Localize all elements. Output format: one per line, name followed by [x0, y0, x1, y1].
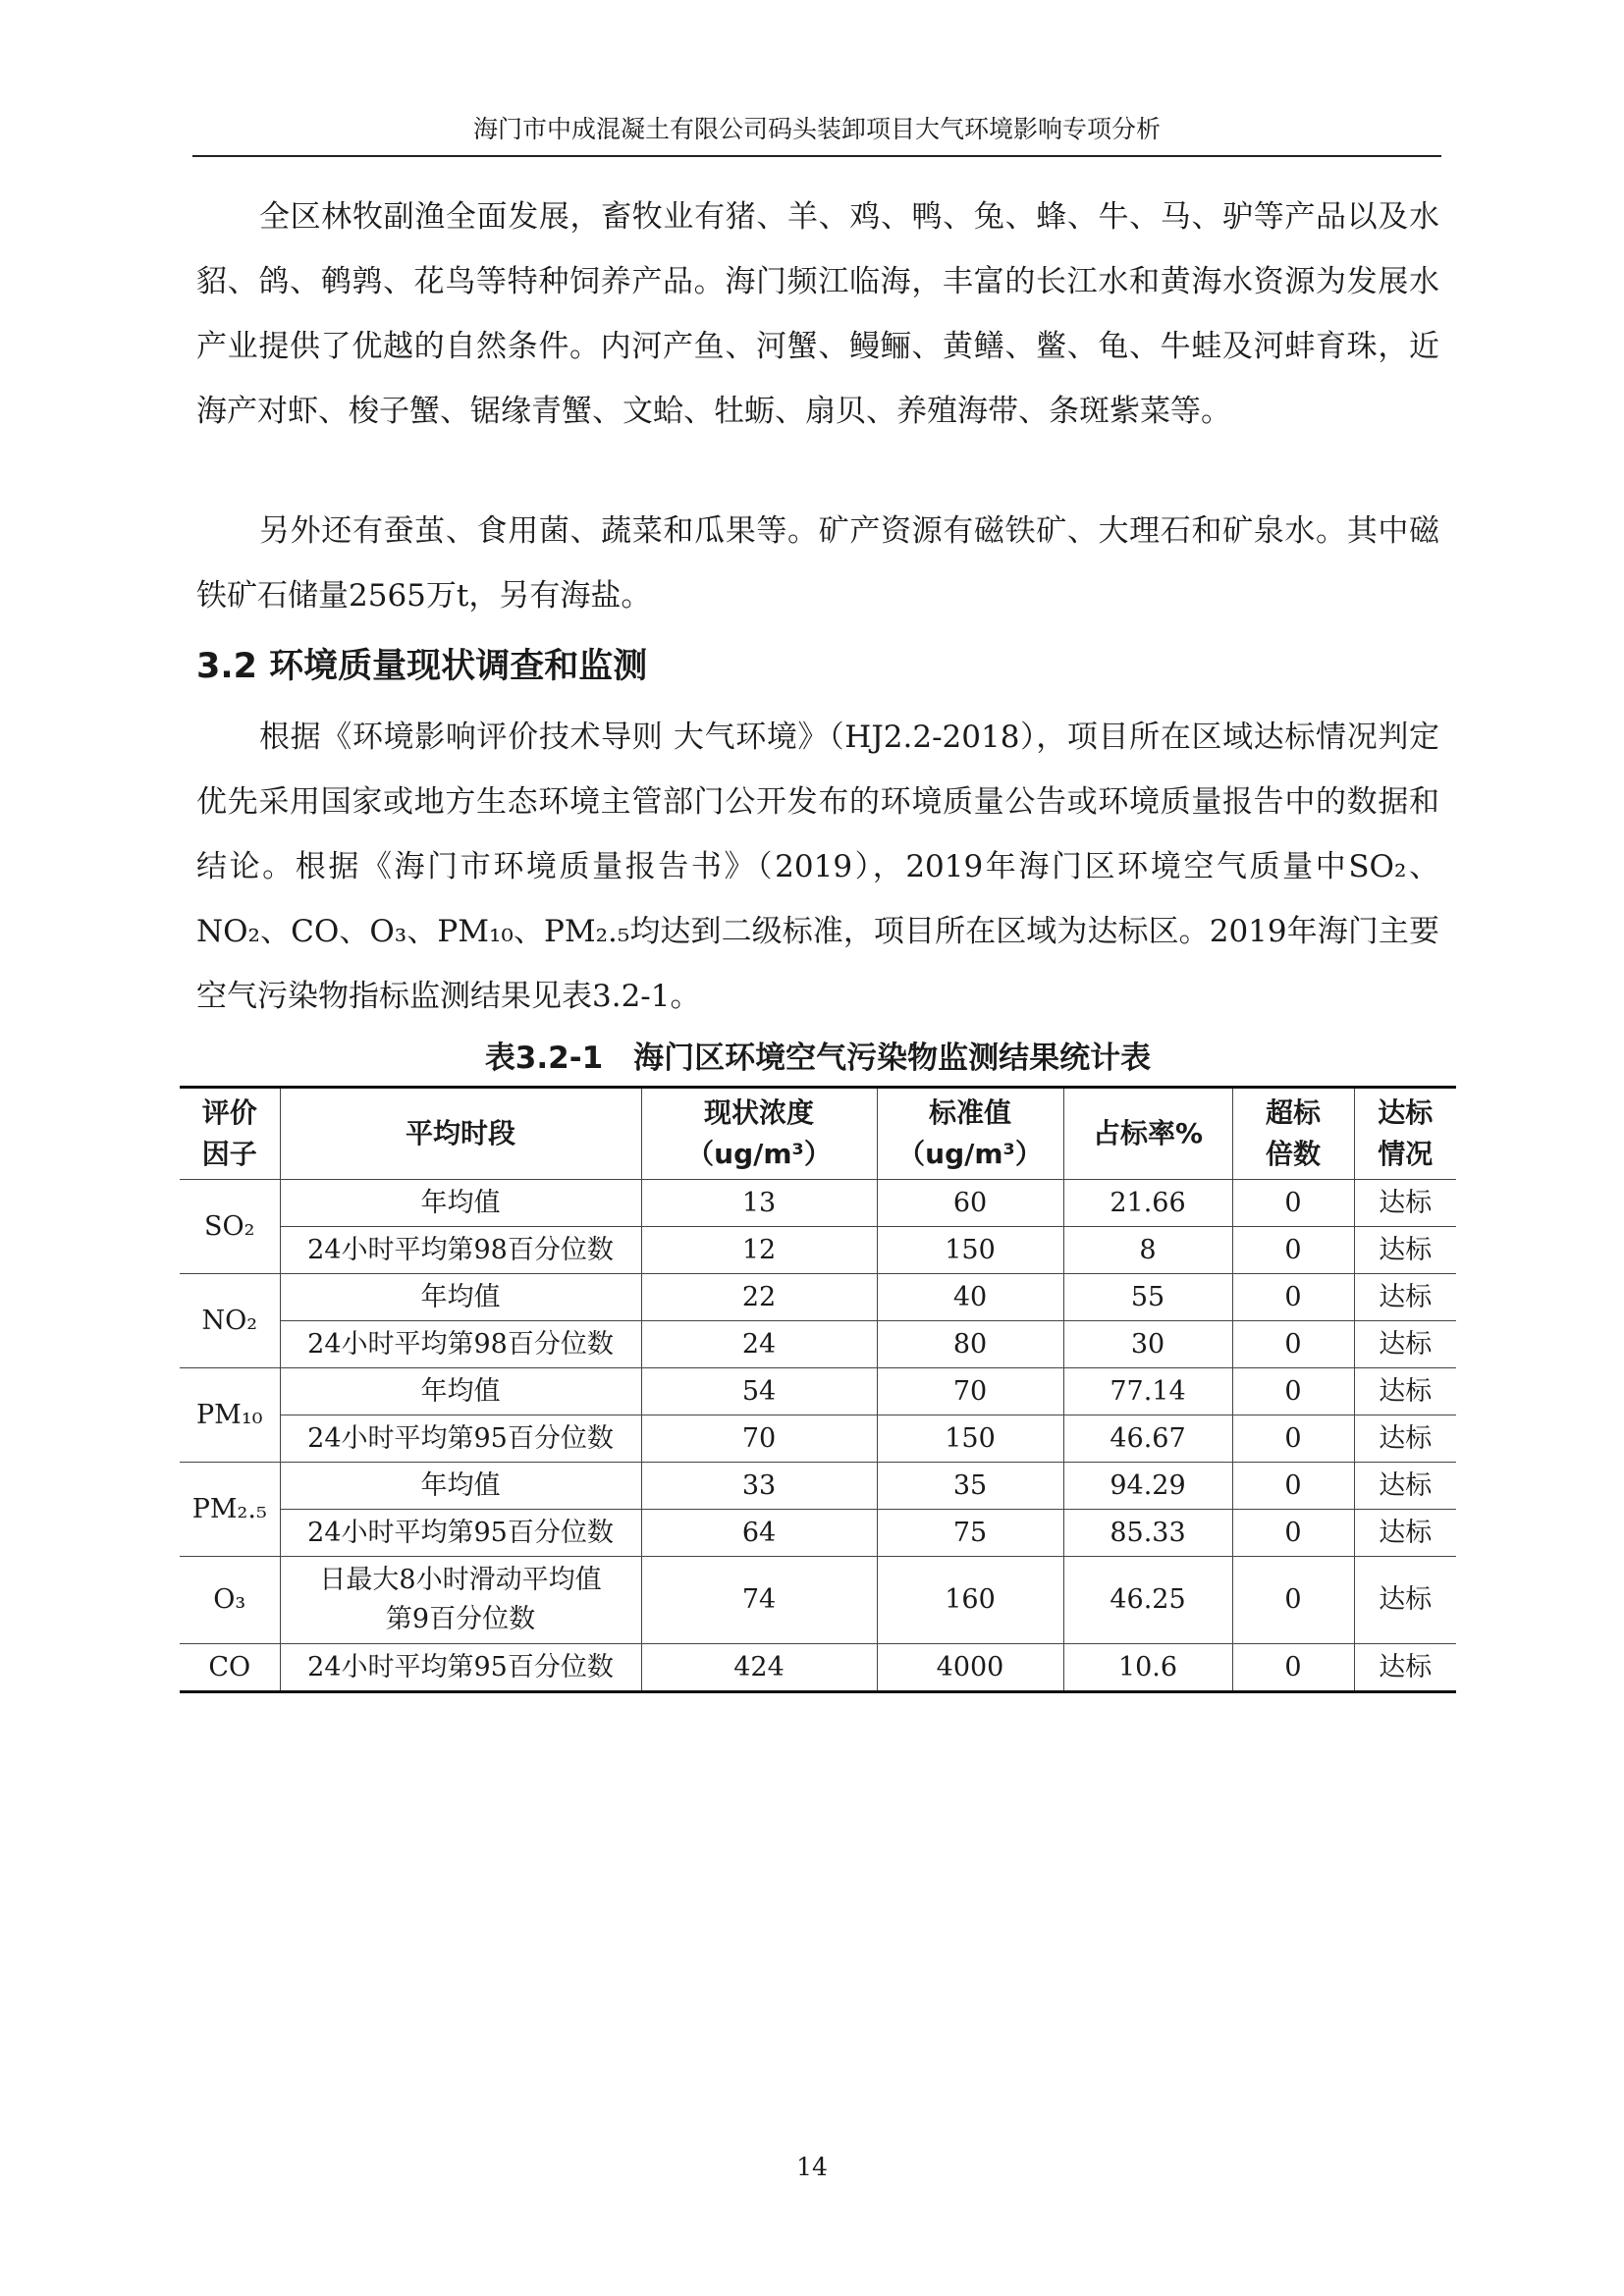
- period-cell: 年均值: [280, 1180, 641, 1227]
- period-cell: 24小时平均第95百分位数: [280, 1510, 641, 1557]
- standard-cell: 80: [877, 1321, 1063, 1368]
- table-row: [180, 1368, 1456, 1415]
- standard-cell: 70: [877, 1368, 1063, 1415]
- standard-cell: 75: [877, 1510, 1063, 1557]
- standard-cell: 60: [877, 1180, 1063, 1227]
- section-title: 3.2 环境质量现状调查和监测: [196, 647, 648, 686]
- exceed-cell: 0: [1232, 1557, 1354, 1644]
- table-row: [180, 1510, 1456, 1557]
- period-cell: 日最大8小时滑动平均值 第9百分位数: [280, 1557, 641, 1644]
- paragraph-minerals: 另外还有蚕茧、食用菌、蔬菜和瓜果等。矿产资源有磁铁矿、大理石和矿泉水。其中磁铁矿石储量2565万t，另有海盐。: [196, 513, 1439, 614]
- factor-cell: O₃: [180, 1557, 280, 1644]
- period-cell: 24小时平均第95百分位数: [280, 1415, 641, 1463]
- paragraph-fisheries: 全区林牧副渔全面发展，畜牧业有猪、羊、鸡、鸭、兔、蜂、牛、马、驴等产品以及水貂、鸽、鹌鹑、花鸟等特种饲养产品。海门频江临海，丰富的长江水和黄海水资源为发展水产业提供了优越的自然条件。内河产鱼、河蟹、鳗鲡、黄鳝、鳖、龟、牛蛙及河蚌育珠，近海产对虾、梭子蟹、锯缘青蟹、文蛤、牡蛎、扇贝、养殖海带、条斑紫菜等。: [196, 199, 1439, 429]
- exceed-cell: 0: [1232, 1180, 1354, 1227]
- exceed-cell: 0: [1232, 1227, 1354, 1274]
- header-standard: 标准值 （ug/m³）: [877, 1088, 1063, 1180]
- concentration-cell: 24: [641, 1321, 877, 1368]
- status-cell: 达标: [1354, 1274, 1456, 1321]
- page-header: 海门市中成混凝土有限公司码头装卸项目大气环境影响专项分析: [192, 110, 1441, 157]
- ratio-cell: 85.33: [1063, 1510, 1232, 1557]
- concentration-cell: 13: [641, 1180, 877, 1227]
- header-status: 达标 情况: [1354, 1088, 1456, 1180]
- concentration-cell: 74: [641, 1557, 877, 1644]
- exceed-cell: 0: [1232, 1321, 1354, 1368]
- concentration-cell: 12: [641, 1227, 877, 1274]
- ratio-cell: 8: [1063, 1227, 1232, 1274]
- ratio-cell: 10.6: [1063, 1644, 1232, 1692]
- period-cell: 24小时平均第95百分位数: [280, 1644, 641, 1692]
- status-cell: 达标: [1354, 1227, 1456, 1274]
- factor-cell: PM₁₀: [180, 1368, 280, 1463]
- ratio-cell: 30: [1063, 1321, 1232, 1368]
- factor-cell: CO: [180, 1644, 280, 1692]
- pollutant-table: [180, 1086, 1456, 1693]
- period-cell: 24小时平均第98百分位数: [280, 1227, 641, 1274]
- factor-cell: PM₂.₅: [180, 1463, 280, 1557]
- paragraph-air-quality: 根据《环境影响评价技术导则 大气环境》（HJ2.2-2018），项目所在区域达标情况判定优先采用国家或地方生态环境主管部门公开发布的环境质量公告或环境质量报告中的数据和结论。根据《海门市环境质量报告书》（2019），2019年海门区环境空气质量中SO₂、NO₂、CO、O₃、PM₁₀、PM₂.₅均达到二级标准，项目所在区域为达标区。2019年海门主要空气污染物指标监测结果见表3.2-1。: [196, 720, 1439, 1014]
- concentration-cell: 70: [641, 1415, 877, 1463]
- standard-cell: 40: [877, 1274, 1063, 1321]
- ratio-cell: 77.14: [1063, 1368, 1232, 1415]
- period-cell: 24小时平均第98百分位数: [280, 1321, 641, 1368]
- table-row: [180, 1274, 1456, 1321]
- standard-cell: 4000: [877, 1644, 1063, 1692]
- status-cell: 达标: [1354, 1415, 1456, 1463]
- header-factor: 评价 因子: [180, 1088, 280, 1180]
- table-row: [180, 1415, 1456, 1463]
- table-row: [180, 1180, 1456, 1227]
- period-cell: 年均值: [280, 1368, 641, 1415]
- ratio-cell: 55: [1063, 1274, 1232, 1321]
- exceed-cell: 0: [1232, 1415, 1354, 1463]
- concentration-cell: 22: [641, 1274, 877, 1321]
- table-row: [180, 1463, 1456, 1510]
- table-caption: 表3.2-1 海门区环境空气污染物监测结果统计表: [484, 1041, 1152, 1076]
- standard-cell: 35: [877, 1463, 1063, 1510]
- standard-cell: 160: [877, 1557, 1063, 1644]
- page-number: 14: [796, 2153, 828, 2181]
- standard-cell: 150: [877, 1227, 1063, 1274]
- status-cell: 达标: [1354, 1463, 1456, 1510]
- status-cell: 达标: [1354, 1321, 1456, 1368]
- status-cell: 达标: [1354, 1644, 1456, 1692]
- status-cell: 达标: [1354, 1180, 1456, 1227]
- period-cell: 年均值: [280, 1463, 641, 1510]
- header-ratio: 占标率%: [1063, 1088, 1232, 1180]
- status-cell: 达标: [1354, 1510, 1456, 1557]
- ratio-cell: 21.66: [1063, 1180, 1232, 1227]
- header-concentration: 现状浓度 （ug/m³）: [641, 1088, 877, 1180]
- status-cell: 达标: [1354, 1368, 1456, 1415]
- factor-cell: NO₂: [180, 1274, 280, 1368]
- ratio-cell: 46.25: [1063, 1557, 1232, 1644]
- exceed-cell: 0: [1232, 1510, 1354, 1557]
- period-cell: 年均值: [280, 1274, 641, 1321]
- table-row: [180, 1227, 1456, 1274]
- exceed-cell: 0: [1232, 1274, 1354, 1321]
- table-row: [180, 1321, 1456, 1368]
- concentration-cell: 64: [641, 1510, 877, 1557]
- factor-cell: SO₂: [180, 1180, 280, 1274]
- table-header-row: [180, 1088, 1456, 1180]
- table-row: [180, 1557, 1456, 1644]
- ratio-cell: 46.67: [1063, 1415, 1232, 1463]
- concentration-cell: 54: [641, 1368, 877, 1415]
- standard-cell: 150: [877, 1415, 1063, 1463]
- header-period: 平均时段: [280, 1088, 641, 1180]
- exceed-cell: 0: [1232, 1368, 1354, 1415]
- header-exceed: 超标 倍数: [1232, 1088, 1354, 1180]
- table-row: [180, 1644, 1456, 1692]
- status-cell: 达标: [1354, 1557, 1456, 1644]
- concentration-cell: 33: [641, 1463, 877, 1510]
- exceed-cell: 0: [1232, 1463, 1354, 1510]
- concentration-cell: 424: [641, 1644, 877, 1692]
- exceed-cell: 0: [1232, 1644, 1354, 1692]
- ratio-cell: 94.29: [1063, 1463, 1232, 1510]
